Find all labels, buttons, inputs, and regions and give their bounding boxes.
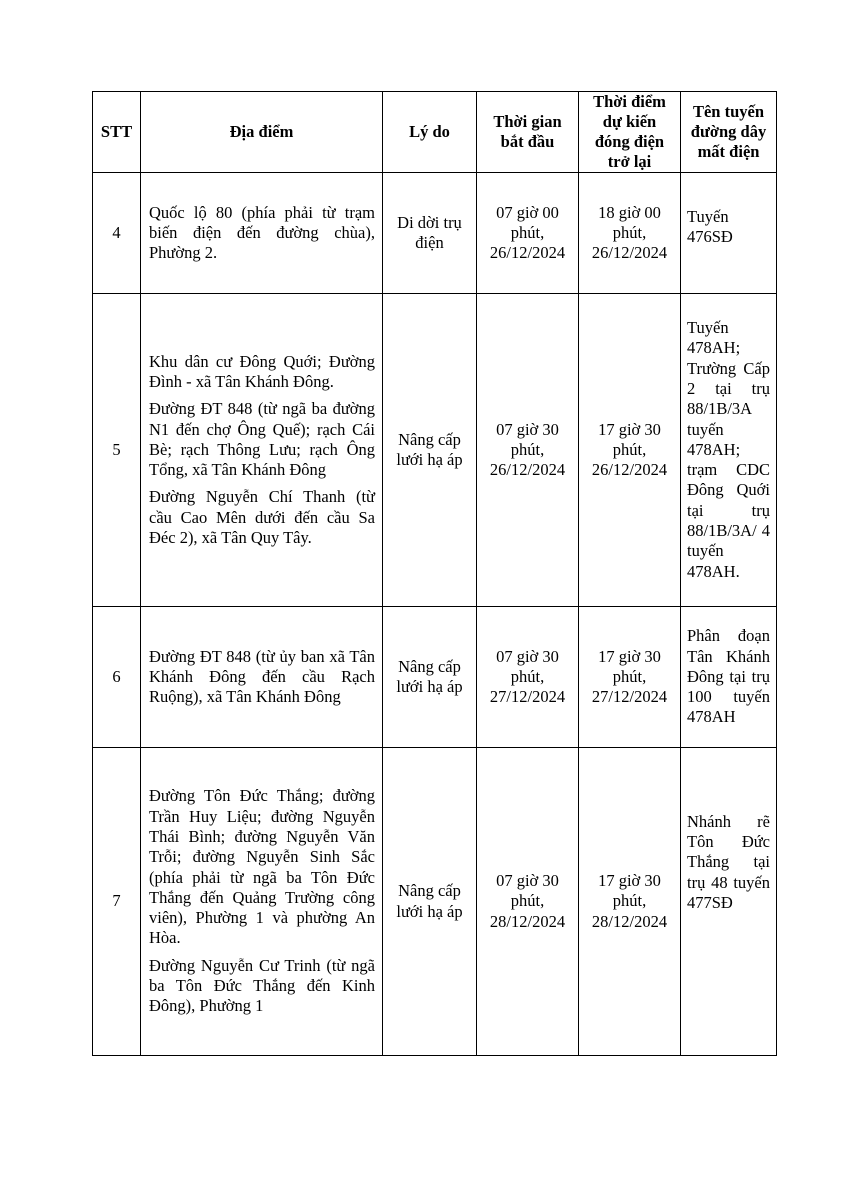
row-stt: 4 [93,173,141,294]
row-reason: Di dời trụ điện [383,173,477,294]
power-outage-table [92,91,777,1056]
line-name-text: Nhánh rẽ Tôn Đức Thắng tại trụ 48 tuyến 477SĐ [687,811,770,912]
location-entry: Quốc lộ 80 (phía phải từ trạm biến điện đến đường chùa), Phường 2. [149,202,375,263]
table-row [93,607,777,748]
row-restore-time: 18 giờ 00 phút, 26/12/2024 [579,173,681,294]
row-location [141,173,383,294]
row-reason: Nâng cấp lưới hạ áp [383,294,477,607]
row-start-time: 07 giờ 30 phút, 28/12/2024 [477,748,579,1056]
line-name-text: Tuyến 476SĐ [687,206,733,246]
row-stt: 6 [93,607,141,748]
table-row [93,748,777,1056]
row-reason: Nâng cấp lưới hạ áp [383,748,477,1056]
header-reason: Lý do [383,92,477,173]
row-restore-time: 17 giờ 30 phút, 26/12/2024 [579,294,681,607]
row-restore-time: 17 giờ 30 phút, 27/12/2024 [579,607,681,748]
table-row [93,173,777,294]
table-header-row [93,92,777,173]
location-entry: Đường ĐT 848 (từ ủy ban xã Tân Khánh Đông đến cầu Rạch Ruộng), xã Tân Khánh Đông [149,646,375,707]
location-entry: Đường Tôn Đức Thắng; đường Trần Huy Liệu; đường Nguyễn Thái Bình; đường Nguyễn Văn Trỗi; đường Nguyễn Sinh Sắc (phía phải từ ngã ba Tôn Đức Thắng đến Quảng Trường công viên), Phường 1 và phường An Hòa. [149,786,375,948]
row-location [141,607,383,748]
location-entry: Đường ĐT 848 (từ ngã ba đường N1 đến chợ Ông Quế); rạch Cái Bè; rạch Thông Lưu; rạch Ông Tổng, xã Tân Khánh Đông [149,399,375,480]
row-line-name [681,748,777,1056]
header-stt: STT [93,92,141,173]
line-name-text: Phân đoạn Tân Khánh Đông tại trụ 100 tuyến 478AH [687,626,770,727]
header-line-name: Tên tuyến đường dây mất điện [681,92,777,173]
row-stt: 5 [93,294,141,607]
row-line-name [681,294,777,607]
location-entry: Đường Nguyễn Cư Trinh (từ ngã ba Tôn Đức Thắng đến Kinh Đông), Phường 1 [149,955,375,1016]
location-entry: Đường Nguyễn Chí Thanh (từ cầu Cao Mên dưới đến cầu Sa Đéc 2), xã Tân Quy Tây. [149,487,375,548]
row-start-time: 07 giờ 30 phút, 27/12/2024 [477,607,579,748]
header-start-time: Thời gian bắt đầu [477,92,579,173]
row-start-time: 07 giờ 00 phút, 26/12/2024 [477,173,579,294]
location-entry: Khu dân cư Đông Quới; Đường Đình - xã Tân Khánh Đông. [149,351,375,391]
header-restore-time: Thời điểm dự kiến đóng điện trở lại [579,92,681,173]
header-location: Địa điểm [141,92,383,173]
row-restore-time: 17 giờ 30 phút, 28/12/2024 [579,748,681,1056]
row-reason: Nâng cấp lưới hạ áp [383,607,477,748]
row-start-time: 07 giờ 30 phút, 26/12/2024 [477,294,579,607]
table-row [93,294,777,607]
row-line-name [681,173,777,294]
line-name-text: Tuyến 478AH; Trường Cấp 2 tại trụ 88/1B/3A tuyến 478AH; trạm CDC Đông Quới tại trụ 88/1B/3A/ 4 tuyến 478AH. [687,318,770,581]
row-location [141,294,383,607]
row-line-name [681,607,777,748]
row-stt: 7 [93,748,141,1056]
row-location [141,748,383,1056]
